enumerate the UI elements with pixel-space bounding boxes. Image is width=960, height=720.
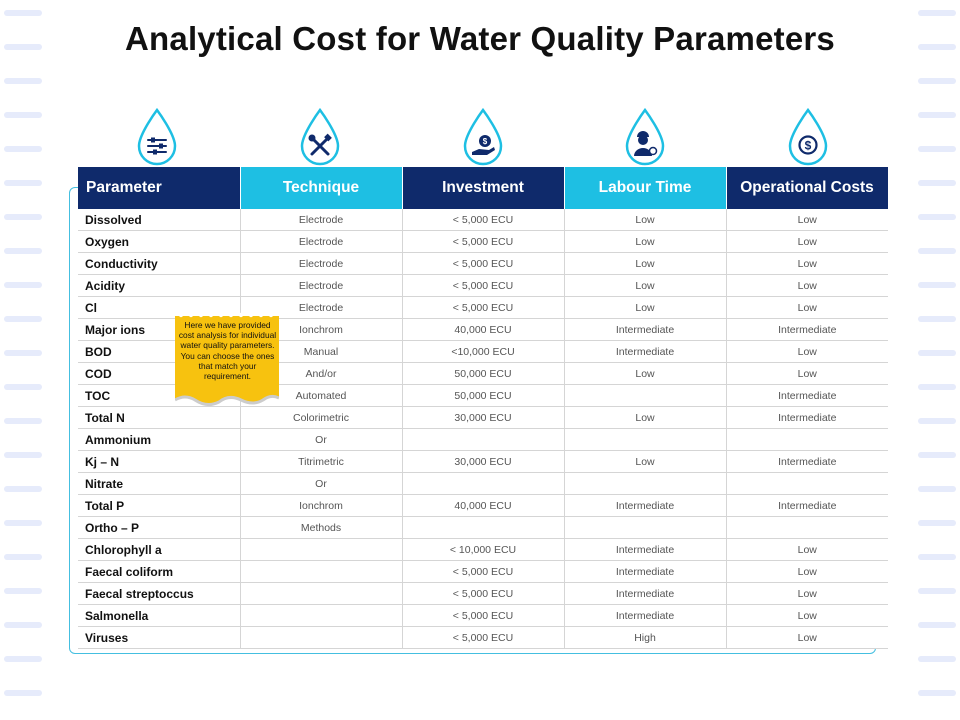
cell-investment: < 5,000 ECU [402,605,564,627]
cell-labour-time [564,385,726,407]
cell-parameter: Ammonium [78,429,240,451]
decoration-stripe [918,282,956,288]
cell-technique: Manual [240,341,402,363]
table-row [78,473,888,495]
cell-operational-costs: Low [726,363,888,385]
cell-operational-costs [726,429,888,451]
cell-parameter: Total N [78,407,240,429]
cell-operational-costs: Low [726,627,888,649]
decoration-stripe [918,214,956,220]
cell-parameter: Chlorophyll a [78,539,240,561]
worker-icon [624,108,666,166]
cell-investment [402,517,564,539]
cell-technique [240,627,402,649]
decoration-stripe [4,214,42,220]
cell-operational-costs: Low [726,539,888,561]
left-decoration [0,0,46,720]
cell-technique: Electrode [240,253,402,275]
cell-operational-costs [726,517,888,539]
dollar-coin-icon [787,108,829,166]
cell-investment: 50,000 ECU [402,385,564,407]
cell-parameter: Ortho – P [78,517,240,539]
header-labour-time: Labour Time [564,167,726,209]
decoration-stripe [918,486,956,492]
cell-parameter: Oxygen [78,231,240,253]
cell-technique: Colorimetric [240,407,402,429]
decoration-stripe [4,282,42,288]
cell-labour-time: Intermediate [564,319,726,341]
svg-text:$: $ [482,137,488,146]
cell-investment: < 5,000 ECU [402,627,564,649]
header-operational-costs: Operational Costs [726,167,888,209]
cell-technique: And/or [240,363,402,385]
sticky-note-text: Here we have provided cost analysis for individual water quality parameters. You can choose the ones that match your requirement. [178,320,277,382]
cell-operational-costs: Low [726,253,888,275]
cell-operational-costs: Low [726,209,888,231]
table-row [78,407,888,429]
cell-labour-time: High [564,627,726,649]
cell-labour-time [564,429,726,451]
cell-parameter: Conductivity [78,253,240,275]
cell-technique: Electrode [240,275,402,297]
decoration-stripe [4,486,42,492]
cell-technique: Or [240,429,402,451]
cell-operational-costs: Low [726,605,888,627]
cell-investment: < 5,000 ECU [402,253,564,275]
decoration-stripe [4,112,42,118]
cell-labour-time: Intermediate [564,561,726,583]
cell-investment [402,473,564,495]
header-technique: Technique [240,167,402,209]
table-row [78,275,888,297]
cell-operational-costs: Low [726,275,888,297]
cell-labour-time: Low [564,297,726,319]
cell-investment [402,429,564,451]
table-row [78,561,888,583]
cell-investment: 40,000 ECU [402,495,564,517]
cell-investment: < 5,000 ECU [402,297,564,319]
decoration-stripe [918,384,956,390]
decoration-stripe [4,10,42,16]
table-row [78,583,888,605]
cell-operational-costs: Intermediate [726,451,888,473]
cell-investment: < 5,000 ECU [402,231,564,253]
cell-investment: 30,000 ECU [402,451,564,473]
cell-technique: Or [240,473,402,495]
decoration-stripe [918,656,956,662]
table-row [78,231,888,253]
cell-technique: Methods [240,517,402,539]
decoration-stripe [918,690,956,696]
cell-parameter: Dissolved [78,209,240,231]
cell-operational-costs: Low [726,297,888,319]
decoration-stripe [918,350,956,356]
decoration-stripe [918,622,956,628]
cell-technique: Electrode [240,297,402,319]
page-title: Analytical Cost for Water Quality Parameters [125,20,835,57]
cell-investment: < 5,000 ECU [402,561,564,583]
cell-parameter: COD [78,363,240,385]
decoration-stripe [4,520,42,526]
table-row [78,451,888,473]
cell-labour-time: Intermediate [564,583,726,605]
cell-labour-time: Low [564,231,726,253]
decoration-stripe [918,78,956,84]
decoration-stripe [4,588,42,594]
decoration-stripe [4,350,42,356]
cell-labour-time: Intermediate [564,495,726,517]
decoration-stripe [918,112,956,118]
cell-investment: < 10,000 ECU [402,539,564,561]
cell-technique: Titrimetric [240,451,402,473]
cell-technique: Automated [240,385,402,407]
header-row [78,167,888,209]
decoration-stripe [918,588,956,594]
cell-operational-costs: Low [726,341,888,363]
table-row [78,429,888,451]
cell-parameter: Major ions [78,319,240,341]
cell-labour-time: Low [564,275,726,297]
cell-parameter: Kj – N [78,451,240,473]
decoration-stripe [4,452,42,458]
cell-technique: Ionchrom [240,319,402,341]
decoration-stripe [4,418,42,424]
cell-operational-costs [726,473,888,495]
table-row [78,209,888,231]
decoration-stripe [4,146,42,152]
decoration-stripe [4,78,42,84]
cell-investment: < 5,000 ECU [402,209,564,231]
cell-investment: 50,000 ECU [402,363,564,385]
tools-icon [299,108,341,166]
cell-operational-costs: Low [726,231,888,253]
cell-technique [240,583,402,605]
cell-technique: Electrode [240,209,402,231]
table-row [78,495,888,517]
decoration-stripe [918,452,956,458]
cell-parameter: Viruses [78,627,240,649]
cell-labour-time: Intermediate [564,341,726,363]
cell-technique [240,605,402,627]
cost-table [78,167,889,649]
cell-investment: 40,000 ECU [402,319,564,341]
cell-labour-time: Low [564,363,726,385]
table-row [78,253,888,275]
cell-technique [240,561,402,583]
cell-parameter: Faecal coliform [78,561,240,583]
decoration-stripe [4,656,42,662]
decoration-stripe [4,622,42,628]
cell-parameter: Salmonella [78,605,240,627]
decoration-stripe [918,418,956,424]
decoration-stripe [918,316,956,322]
cell-technique [240,539,402,561]
decoration-stripe [4,180,42,186]
header-parameter: Parameter [78,167,240,209]
cell-investment: < 5,000 ECU [402,583,564,605]
cell-parameter: TOC [78,385,240,407]
cell-parameter: Cl [78,297,240,319]
cell-investment: 30,000 ECU [402,407,564,429]
decoration-stripe [918,146,956,152]
table-row [78,605,888,627]
cell-investment: < 5,000 ECU [402,275,564,297]
cell-parameter: Faecal streptoccus [78,583,240,605]
table-row [78,539,888,561]
cell-operational-costs: Low [726,561,888,583]
cell-operational-costs: Intermediate [726,407,888,429]
decoration-stripe [918,10,956,16]
cell-parameter: Total P [78,495,240,517]
cell-labour-time: Low [564,209,726,231]
header-investment: Investment [402,167,564,209]
cell-labour-time: Low [564,253,726,275]
cell-parameter: Acidity [78,275,240,297]
right-decoration [914,0,960,720]
cell-operational-costs: Intermediate [726,495,888,517]
cell-labour-time [564,517,726,539]
table-row [78,627,888,649]
decoration-stripe [4,316,42,322]
table-row [78,517,888,539]
decoration-stripe [4,384,42,390]
cell-labour-time: Low [564,407,726,429]
cell-labour-time: Low [564,451,726,473]
cell-parameter: Nitrate [78,473,240,495]
cell-labour-time [564,473,726,495]
cell-labour-time: Intermediate [564,539,726,561]
money-hand-icon [462,108,504,166]
sliders-icon [136,108,178,166]
decoration-stripe [918,248,956,254]
cell-parameter: BOD [78,341,240,363]
decoration-stripe [918,180,956,186]
decoration-stripe [4,554,42,560]
decoration-stripe [918,520,956,526]
svg-text:$: $ [804,138,812,153]
cell-operational-costs: Intermediate [726,385,888,407]
cell-technique: Electrode [240,231,402,253]
decoration-stripe [4,248,42,254]
cell-labour-time: Intermediate [564,605,726,627]
cell-investment: <10,000 ECU [402,341,564,363]
decoration-stripe [918,554,956,560]
cell-operational-costs: Low [726,583,888,605]
cell-technique: Ionchrom [240,495,402,517]
decoration-stripe [4,690,42,696]
cell-operational-costs: Intermediate [726,319,888,341]
